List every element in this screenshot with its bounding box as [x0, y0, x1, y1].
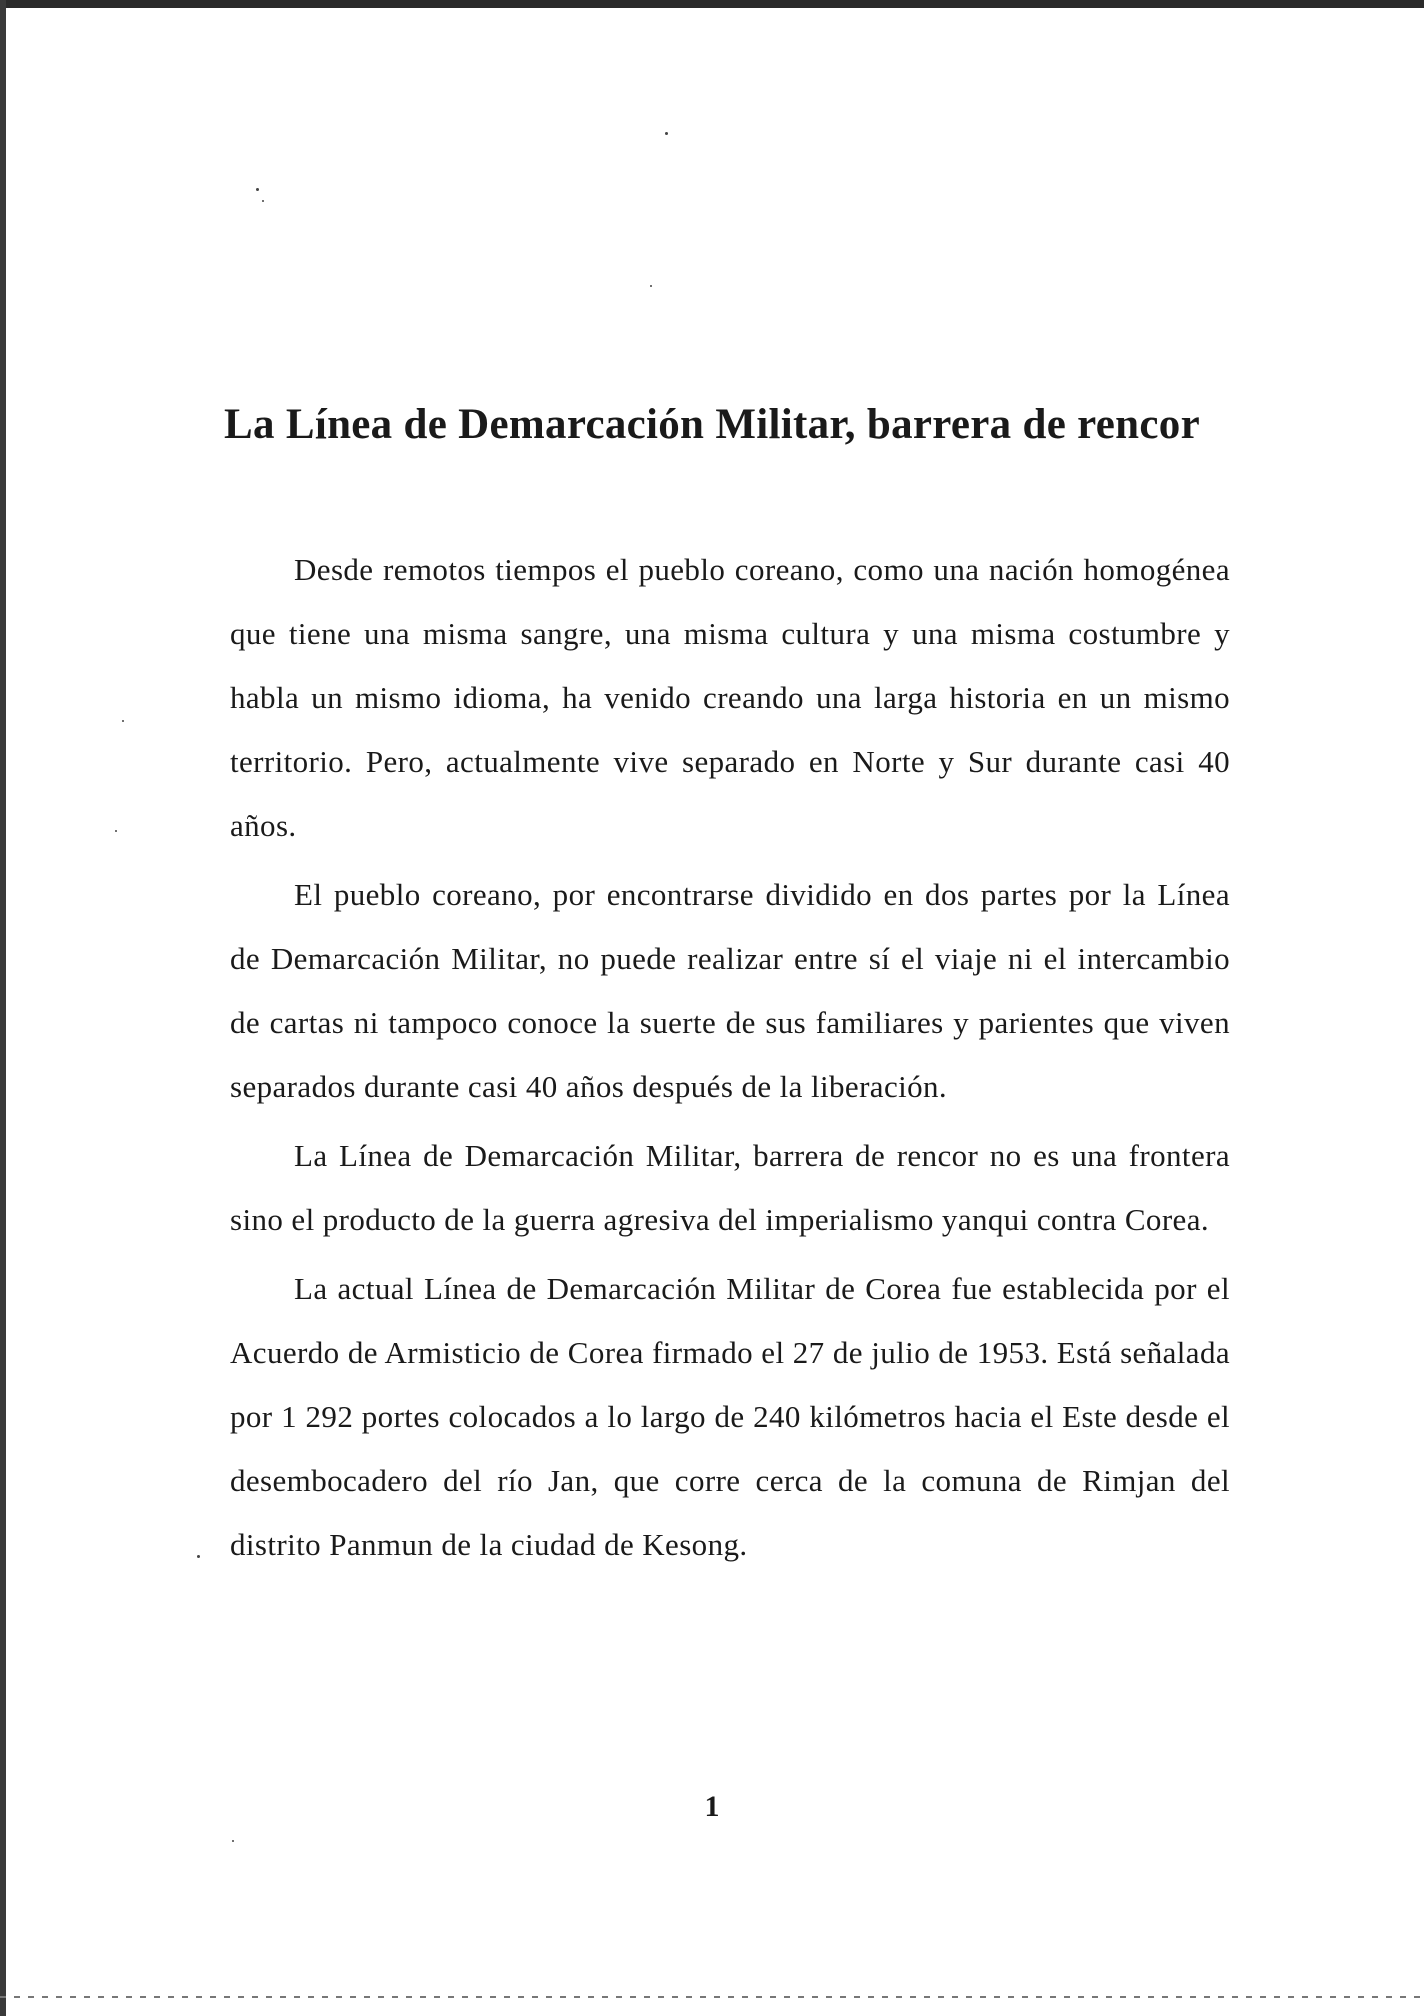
scan-speck	[262, 200, 264, 202]
body-text	[230, 538, 1230, 1582]
paragraph: La Línea de Demarcación Militar, barrera de rencor no es una frontera sino el producto de la guerra agresiva del imperialismo yanqui contra Corea.	[230, 1138, 1230, 1237]
scan-speck	[232, 1840, 234, 1842]
scan-speck	[122, 720, 124, 722]
paragraph: Desde remotos tiempos el pueblo coreano, como una nación homogénea que tiene una misma sangre, una misma cultura y una misma costumbre y habla un mismo idioma, ha venido creando una larga historia en un mismo territorio. Pero, actualmente vive separado en Norte y Sur durante casi 40 años.	[230, 552, 1230, 843]
page-number: 1	[704, 1790, 720, 1823]
page-title: La Línea de Demarcación Militar, barrera de rencor	[224, 401, 1200, 448]
scan-speck	[197, 1555, 200, 1558]
paragraph: El pueblo coreano, por encontrarse dividido en dos partes por la Línea de Demarcación Militar, no puede realizar entre sí el viaje ni el intercambio de cartas ni tampoco conoce la suerte de sus familiares y parientes que viven separados durante casi 40 años después de la liberación.	[230, 877, 1230, 1104]
scan-speck	[115, 830, 117, 832]
scan-speck	[665, 132, 668, 135]
scan-border-top	[0, 0, 1424, 8]
paragraph: La actual Línea de Demarcación Militar de Corea fue establecida por el Acuerdo de Armisticio de Corea firmado el 27 de julio de 1953. Está señalada por 1 292 portes colocados a lo largo de 240 kilómetros hacia el Este desde el desembocadero del río Jan, que corre cerca de la comuna de Rimjan del distrito Panmun de la ciudad de Kesong.	[230, 1271, 1230, 1562]
scan-speck	[650, 285, 652, 287]
scan-border-left	[0, 0, 6, 2016]
scan-speck	[256, 188, 259, 191]
scan-border-bottom	[0, 1996, 1424, 1998]
